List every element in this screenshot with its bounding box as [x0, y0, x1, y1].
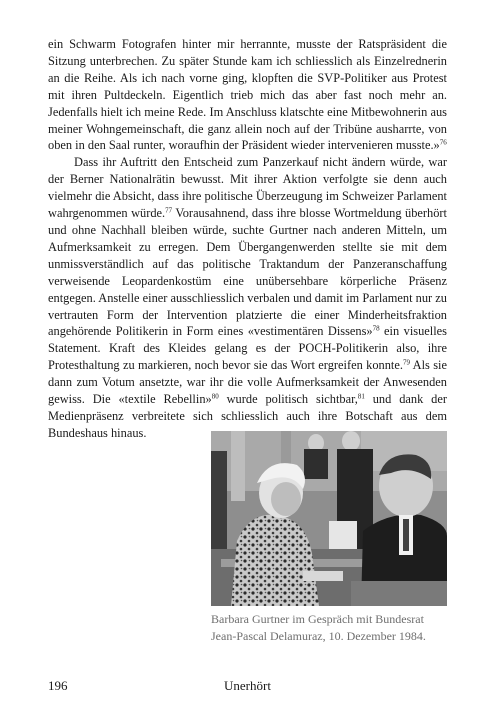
text-run: und dank der Medienpräsenz verbreitete sich schliesslich auch ihre Botschaft aus dem Bundeshaus hinaus.	[48, 392, 447, 440]
text-run: Dass ihr Auftritt den Entscheid zum Panzerkauf nicht ändern würde, war der Berner Nationalrätin bewusst. Mit ihrer Aktion verfolgte sie denn auch vielmehr die Absicht, dass ihre politische Überzeugung im Schweizer Parlament wahrgenommen würde.	[48, 155, 447, 221]
paragraph	[48, 154, 447, 441]
footnote-marker: 77	[165, 206, 173, 215]
footnote-marker: 79	[402, 358, 410, 367]
text-run: ein Schwarm Fotografen hinter mir herrannte, musste der Ratspräsident die Sitzung unterbrechen. Zu später Stunde kam ich schliesslich als Einzelrednerin an die Reihe. Als ich nach vorne ging, klopften die SVP-Politiker aus Protest mit ihren Pultdeckeln. Eigentlich trieb mich das aber fast noch mehr an. Jedenfalls hielt ich meine Rede. Im Anschluss klatschte eine Mitbewohnerin aus meiner Wohngemeinschaft, die ganz allein noch auf der Tribüne ausharrte, von oben in den Saal runter, woraufhin der Präsident wieder intervenieren musste.»	[48, 37, 447, 153]
figure-photo	[211, 431, 447, 606]
text-run: wurde politisch sichtbar,	[218, 392, 358, 407]
paragraph	[48, 36, 447, 154]
footnote-marker: 76	[439, 138, 447, 147]
footnote-marker: 80	[211, 392, 219, 401]
text-run: ein visuelles Statement. Kraft des Kleides gelang es der POCH-Politikerin also, ihre Protesthaltung zu markieren, noch bevor sie das Wort ergreifen konnte.	[48, 324, 447, 373]
main-text	[48, 36, 447, 442]
footnote-marker: 78	[372, 324, 380, 333]
photo-image	[211, 431, 447, 606]
footnote-marker: 81	[357, 392, 365, 401]
text-run: Als sie dann zum Votum ansetzte, war ihr die volle Aufmerksamkeit der Anwesenden gewiss. Die «textile Rebellin»	[48, 358, 447, 407]
page-number: 196	[48, 678, 68, 693]
text-run: Vorausahnend, dass ihre blosse Wortmeldung überhört und ohne Nachhall bleiben würde, suchte Gurtner nach anderen Mitteln, um Aufmerksamkeit zu erregen. Dem Übergangenwerden stellte sie mit dem unmissverständlich auf das politische Traktandum der Panzeranschaffung verweisende Leopardenkostüm eine unübersehbare körperliche Präsenz entgegen. Anstelle einer ausschliesslich verbalen und damit im Parlament nur zu vertrauten Form der Intervention platzierte die einer Minderheitsfraktion angehörende Politikerin in Form eines «vestimentären Dissens»	[48, 206, 447, 339]
running-title: Unerhört	[224, 678, 271, 693]
figure-caption: Barbara Gurtner im Gespräch mit Bundesrat Jean-Pascal Delamuraz, 10. Dezember 1984.	[211, 612, 426, 643]
